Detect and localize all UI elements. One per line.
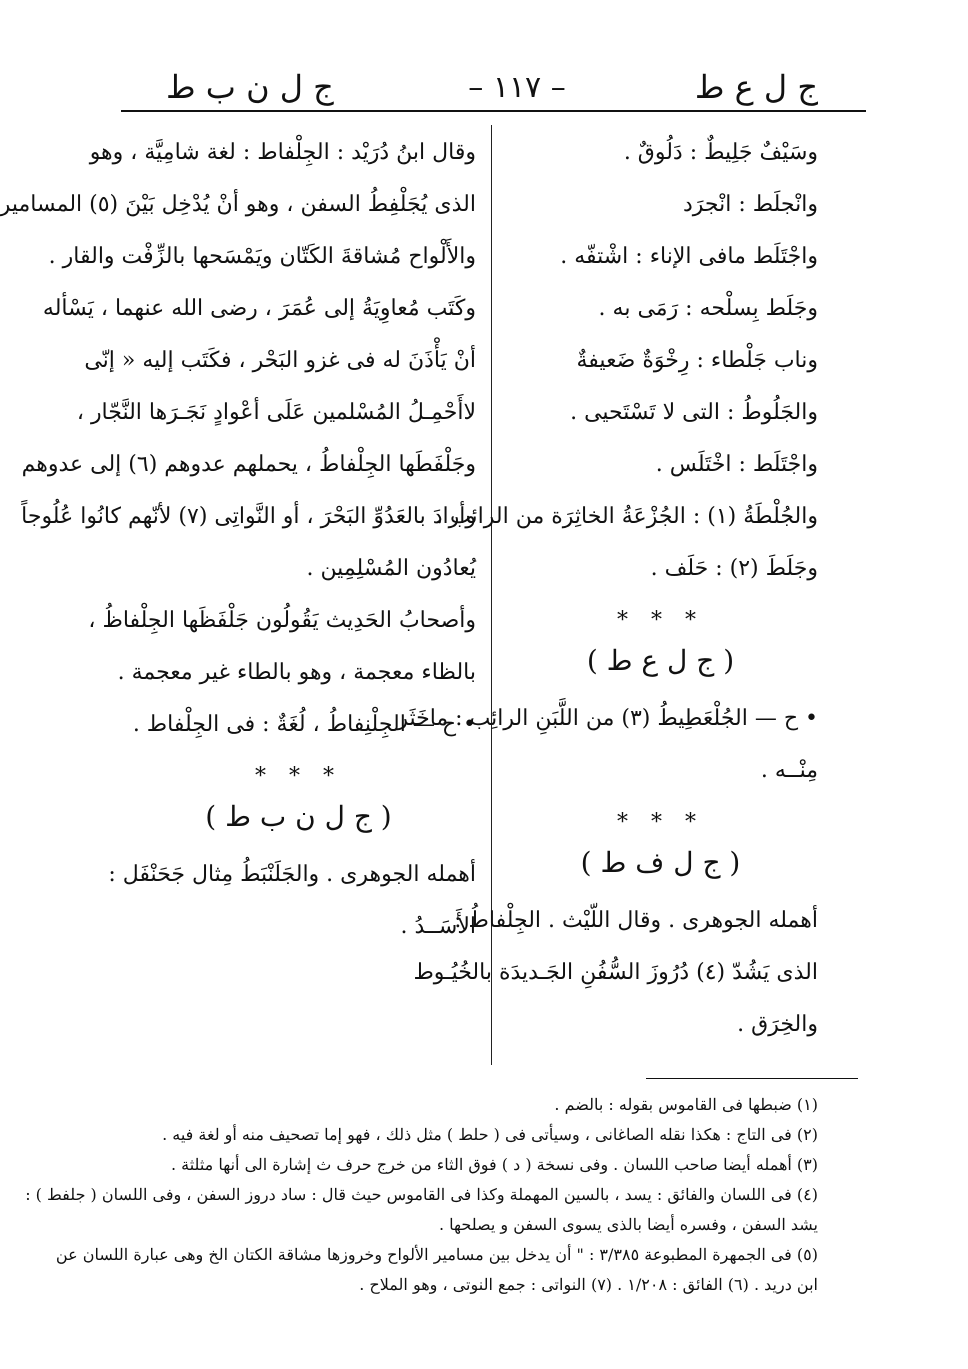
footnote: (٥) فى الجمهرة المطبوعة ٣/٣٨٥ : " أن يدخل بين مسامير الألواح وخروزها مشاقة الكتان الخ وهى عبارة اللسان عن <box>55 1245 818 1264</box>
text-line: وأصحابُ الحَدِيث يَقُولُون جَلْفَظَها الجِلْفاظُ ، <box>88 608 476 633</box>
footnote: ابن دريد . (٦) الفائق : ١/٢٠٨ . (٧) النواتى : جمع النوتى ، وهو الملاح . <box>359 1275 818 1294</box>
text-line: وانْجلَط : انْجرَد <box>683 192 818 217</box>
text-line: وقال ابنُ دُرَيْد : الجِلْفاط : لغة شامِيَّة ، وهو <box>89 140 476 165</box>
text-line: مِنْــه . <box>760 758 818 783</box>
entry-heading: ( ج ل ف ط ) <box>580 846 741 879</box>
section-separator: * * * <box>617 608 704 633</box>
text-line: الأَسَــدُ . <box>400 914 476 939</box>
footnote: (١) ضبطها فى القاموس بقوله : بالضم . <box>554 1095 818 1114</box>
text-line: • ح — الجُلْعَطِيطُ (٣) من اللَّبَنِ الرائِب : ماخَثَر <box>397 706 818 731</box>
text-line: واجْتَلَط : اخْتَلَس . <box>655 452 818 477</box>
text-line: وناب جَلْطاء : رِخْوَةٌ ضَعيفةٌ <box>576 348 818 373</box>
text-line: • ح — الجِلْنِفاطُ ، لُغَةٌ : فى الجِلْفاط . <box>132 712 476 737</box>
section-separator: * * * <box>617 810 704 835</box>
text-line: والجَلُوطُ : التى لا تَسْتَحيى . <box>570 400 818 425</box>
text-line: وسَيْفٌ جَلِيطٌ : دَلُوقٌ . <box>623 140 818 165</box>
text-line: وجَلْفَطَها الجِلْفاطُ ، يحملهم عدوهم (٦) إلى عدوهم <box>21 452 476 477</box>
footnote: يشد السفن ، وفسره أيضا بالذى يسوى السفن و يصلحها . <box>438 1215 818 1234</box>
text-line: واجْتَلَط مافى الإناء : اشْتفّه . <box>560 244 818 269</box>
text-line: الذى يُجَلْفِطُ السفن ، وهو أنْ يُدْخِل بَيْنَ (٥) المسامير <box>0 192 476 217</box>
text-line: وجَلَط بِسلْحه : رَمَى به . <box>598 296 818 321</box>
text-line: أهمله الجوهرى . والجَلَنْبَطُ مِثال جَحَنْفَل : <box>108 862 476 887</box>
footnote: (٤) فى اللسان والفائق : يسد ، بالسين المهملة وكذا فى القاموس حيث قال : ساد دروز السفن ، وفى اللسان ( جلفط ) : <box>25 1185 818 1204</box>
text-line: وكَتَب مُعاوِيَةُ إلى عُمَرَ ، رضى الله عنهما ، يَسْأله <box>42 296 476 321</box>
text-line: وجَلَطَ (٢) : حَلَف . <box>650 556 818 581</box>
header-left-title: ج ل ن ب ط <box>166 68 334 106</box>
text-line: بالظاء معجمة ، وهو بالطاء غير معجمة . <box>117 660 476 685</box>
text-line: وأرادَ بالعَدُوِّ البَحْرَ ، أو النَّواتِى (٧) لأنّهم كانُوا عُلُوجاً <box>21 504 476 529</box>
left-column <box>0 140 476 966</box>
text-line: يُعادُون المُسْلِمِين . <box>306 556 476 581</box>
footnote-rule <box>646 1078 858 1079</box>
text-line: أنْ يَأْذَنَ له فى غزو البَحْر ، فكَتَب إليه « إنّى <box>84 348 476 373</box>
text-line: والجُلْطَةُ (١) : الجُزْعَةُ الخاثِرَة من الرائب . <box>435 504 818 529</box>
text-line: أهمله الجوهرى . وقال اللّيْث . الجِلْفاطُ : <box>454 908 818 933</box>
footnotes <box>25 1090 818 1300</box>
text-line: الذى يَشُدّ (٤) دُرُوزَ السُّفُنِ الجَـديدَة بالخُيُـوط <box>413 960 818 985</box>
text-line: والخِرَق . <box>737 1012 818 1037</box>
header-rule <box>121 110 866 112</box>
footnote: (٣) أهمله أيضا صاحب اللسان . وفى نسخة ( د ) فوق الثاء من خرج حرف ث إشارة الى أنها مثلثة . <box>170 1155 818 1174</box>
entry-heading: ( ج ل ن ب ط ) <box>205 800 392 833</box>
text-line: لاأَحْمِـلُ المُسْلمين عَلَى أعْوادٍ نَجَـرَها النَّجّار ، <box>76 400 476 425</box>
header-right-title: ج ل ع ط <box>694 68 818 106</box>
page-number: – ١١٧ – <box>468 70 566 105</box>
footnote: (٢) فى التاج : هكذا نقله الصاغانى ، وسيأتى فى ( حلط ) مثل ذلك ، فهو إما تصحيف منه أو لغة فيه . <box>162 1125 818 1144</box>
entry-heading: ( ج ل ع ط ) <box>586 644 735 677</box>
text-line: والأَلْواح مُشاقةَ الكَتّان ويَمْسَحها بالزِّفْت والقار . <box>48 244 476 269</box>
section-separator: * * * <box>255 764 342 789</box>
